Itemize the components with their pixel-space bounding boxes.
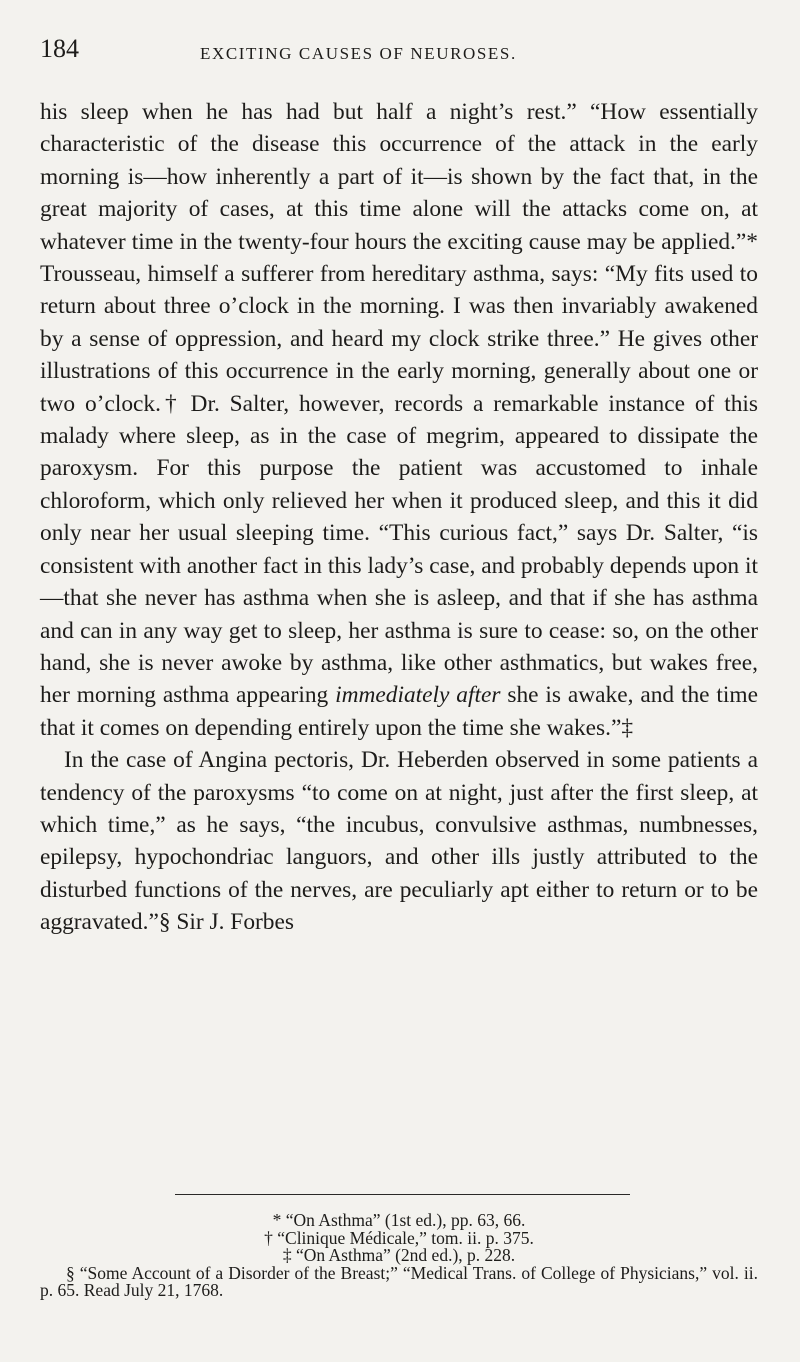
footnote: ‡ “On Asthma” (2nd ed.), p. 228.	[282, 1245, 516, 1265]
footnote: * “On Asthma” (1st ed.), pp. 63, 66.	[272, 1210, 526, 1230]
footnote: † “Clinique Médicale,” tom. ii. p. 375.	[264, 1227, 534, 1248]
footnote-divider	[175, 1194, 630, 1195]
running-head: EXCITING CAUSES OF NEUROSES.	[200, 44, 517, 63]
body-text	[40, 96, 758, 939]
paragraph	[40, 96, 758, 744]
footnotes	[40, 1212, 758, 1300]
paragraph-text: she is awake, and the time that it comes on depending entirely upon the time she wakes.”‡	[40, 682, 758, 741]
footnote: § “Some Account of a Disorder of the Breast;” “Medical Trans. of College of Physicians,” vol. ii. p. 65. Read July 21, 1768.	[40, 1262, 758, 1300]
paragraph-text: his sleep when he has had but half a night’s rest.” “How essentially characteristic of the disease this occurrence of the attack in the early morning is—how inherently a part of it—is shown by the fact that, in the great majority of cases, at this time alone will the attacks come on, at whatever time in the twenty-four hours the exciting cause may be applied.”* Trousseau, himself a sufferer from hereditary asthma, says: “My fits used to return about three o’clock in the morning. I was then invariably awakened by a sense of oppression, and heard my clock strike three.” He gives other illustrations of this occurrence in the early morning, generally about one or two o’clock.† Dr. Salter, however, records a remarkable instance of this malady where sleep, as in the case of megrim, appeared to dissipate the paroxysm. For this purpose the patient was accustomed to inhale chloroform, which only relieved her when it produced sleep, and this it did only near her usual sleeping time. “This curious fact,” says Dr. Salter, “is consistent with another fact in this lady’s case, and probably depends upon it—that she never has asthma when she is asleep, and that if she has asthma and can in any way get to sleep, her asthma is sure to cease: so, on the other hand, she is never awoke by asthma, like other asthmatics, but wakes free, her morning asthma appearing	[40, 99, 758, 709]
italic-emphasis: immediately after	[335, 682, 501, 709]
page-number: 184	[40, 34, 79, 63]
paragraph: In the case of Angina pectoris, Dr. Heberden observed in some patients a tendency of the paroxysms “to come on at night, just after the first sleep, at which time,” as he says, “the incubus, convulsive asthmas, numbnesses, epilepsy, hypochondriac languors, and other ills justly attributed to the disturbed functions of the nerves, are peculiarly apt either to return or to be aggravated.”§ Sir J. Forbes	[40, 747, 758, 936]
page-header	[40, 34, 762, 74]
